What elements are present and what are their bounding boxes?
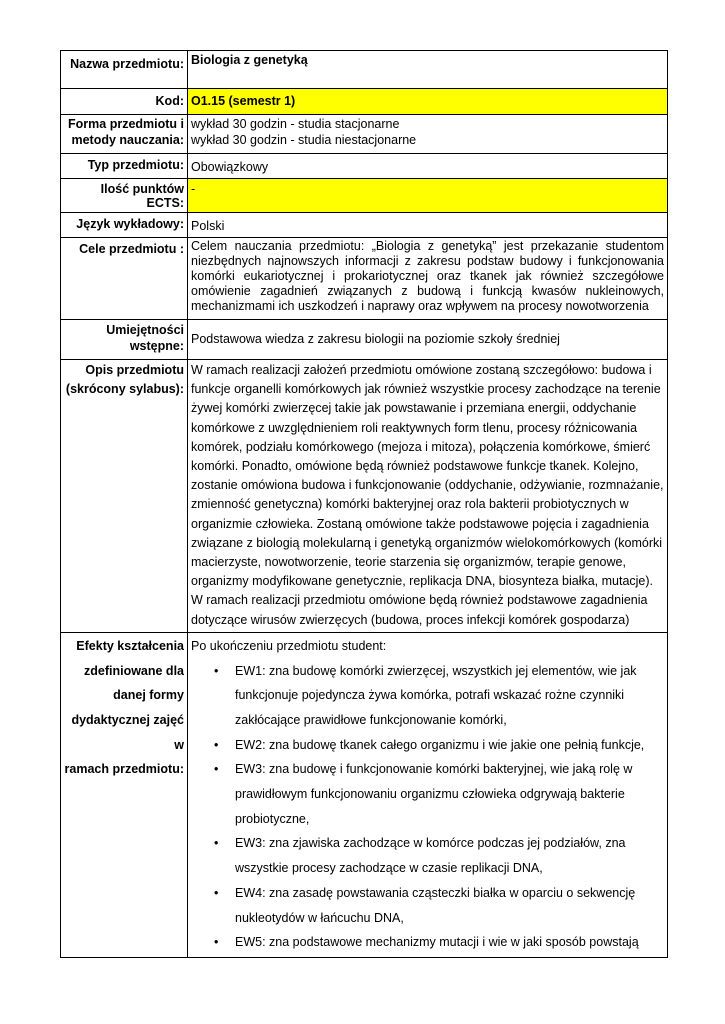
bullet-icon: • bbox=[214, 836, 219, 851]
efekty-item-ew3b bbox=[214, 831, 664, 880]
umiejetnosci-label-line1: Umiejętności bbox=[106, 323, 184, 337]
course-card-table bbox=[60, 50, 668, 958]
opis-label-line2: (skrócony sylabus): bbox=[65, 382, 184, 397]
efekty-label-line4: dydaktycznej zajęć w bbox=[71, 712, 184, 752]
cele-label: Cele przedmiotu : bbox=[61, 238, 188, 320]
row-typ bbox=[61, 154, 668, 179]
row-cele bbox=[61, 238, 668, 320]
typ-value: Obowiązkowy bbox=[188, 154, 668, 179]
cele-value: Celem nauczania przedmiotu: „Biologia z genetyką” jest przekazanie studentom niezbędnych najnowszych informacji z zakresu podstaw budowy i funkcjonowania komórki eukariotycznej i prokariotycznej oraz tkanek jak również szczegółowe omówienie zagadnień związanych z budową i funkcją kwasów nukleinowych, mechanizmami ich uszkodzeń i naprawy oraz wpływem na procesy nowotworzenia bbox=[188, 238, 668, 320]
row-efekty bbox=[61, 632, 668, 957]
nazwa-label: Nazwa przedmiotu: bbox=[61, 51, 188, 89]
forma-label bbox=[61, 115, 188, 154]
row-jezyk bbox=[61, 213, 668, 238]
efekty-label-line3: danej formy bbox=[113, 688, 184, 703]
kod-value: O1.15 (semestr 1) bbox=[188, 89, 668, 115]
efekty-item-ew2 bbox=[214, 733, 664, 758]
efekty-item-text: EW2: zna budowę tkanek całego organizmu i wie jakie one pełnią funkcje, bbox=[235, 737, 645, 752]
ects-label: Ilość punktów ECTS: bbox=[61, 179, 188, 213]
umiejetnosci-label bbox=[61, 320, 188, 360]
efekty-item-text: EW1: zna budowę komórki zwierzęcej, wszystkich jej elementów, wie jak funkcjonuje pojedyncza żywa komórka, potrafi wskazać rożne czynniki zakłócające prawidłowe funkcjonowanie komórki, bbox=[235, 663, 637, 727]
forma-label-line2: metody nauczania: bbox=[71, 133, 184, 147]
efekty-item-ew5 bbox=[214, 930, 664, 955]
row-opis bbox=[61, 360, 668, 633]
opis-label bbox=[61, 360, 188, 633]
bullet-icon: • bbox=[214, 762, 219, 777]
bullet-icon: • bbox=[214, 737, 219, 752]
forma-value-line1: wykład 30 godzin - studia stacjonarne bbox=[191, 117, 400, 131]
bullet-icon: • bbox=[214, 935, 219, 950]
umiejetnosci-label-line2: wstępne: bbox=[129, 339, 184, 353]
efekty-item-text: EW4: zna zasadę powstawania cząsteczki białka w oparciu o sekwencję nukleotydów w łańcuchu DNA, bbox=[235, 885, 636, 925]
row-kod bbox=[61, 89, 668, 115]
forma-label-line1: Forma przedmiotu i bbox=[68, 117, 184, 131]
row-umiejetnosci bbox=[61, 320, 668, 360]
row-forma bbox=[61, 115, 668, 154]
forma-value-line2: wykład 30 godzin - studia niestacjonarne bbox=[191, 133, 417, 147]
bullet-icon: • bbox=[214, 663, 219, 678]
efekty-item-text: EW3: zna zjawiska zachodzące w komórce podczas jej podziałów, zna wszystkie procesy zachodzące w czasie replikacji DNA, bbox=[235, 836, 626, 876]
ects-value: - bbox=[188, 179, 668, 213]
forma-value bbox=[188, 115, 668, 154]
efekty-item-ew4 bbox=[214, 881, 664, 930]
nazwa-value: Biologia z genetyką bbox=[188, 51, 668, 89]
opis-value: W ramach realizacji założeń przedmiotu omówione zostaną szczegółowo: budowa i funkcje organelli komórkowych jak również wszystkie procesy zachodzące na terenie żywej komórki zwierzęcej takie jak powstawanie i przemiana energii, oddychanie komórkowe z uwzględnieniem roli reaktywnych form tlenu, procesy różnicowania komórek, podziału komórkowego (mejoza i mitoza), połączenia komórkowe, śmierć komórki. Ponadto, omówione będą również podstawowe funkcje tkanek. Kolejno, zostanie omówiona budowa i funkcjonowanie (oddychanie, odżywianie, rozmnażanie, zmienność genetyczna) komórki bakteryjnej oraz rola bakterii probiotycznych w organizmie człowieka. Zostaną omówione także podstawowe pojęcia i zagadnienia związane z biologią molekularną i genetyką organizmów wielokomórkowych (komórki macierzyste, nowotworzenie, teorie starzenia się organizmów, terapie genowe, organizmy modyfikowane genetycznie, replikacja DNA, biosynteza białka, mutacje). W ramach realizacji przedmiotu omówione będą również podstawowe zagadnienia dotyczące wirusów zwierzęcych (budowa, proces infekcji komórek gospodarza) bbox=[188, 360, 668, 633]
efekty-label-line1: Efekty kształcenia bbox=[76, 638, 184, 653]
efekty-label-line5: ramach przedmiotu: bbox=[64, 762, 184, 777]
efekty-label bbox=[61, 632, 188, 957]
bullet-icon: • bbox=[214, 885, 219, 900]
efekty-item-text: EW3: zna budowę i funkcjonowanie komórki bakteryjnej, wie jaką rolę w prawidłowym funkcjonowaniu organizmu człowieka odgrywają bakterie probiotyczne, bbox=[235, 762, 633, 826]
row-nazwa bbox=[61, 51, 668, 89]
kod-label: Kod: bbox=[61, 89, 188, 115]
jezyk-label: Język wykładowy: bbox=[61, 213, 188, 238]
opis-label-line1: Opis przedmiotu bbox=[85, 363, 184, 377]
efekty-value bbox=[188, 632, 668, 957]
umiejetnosci-value: Podstawowa wiedza z zakresu biologii na poziomie szkoły średniej bbox=[188, 320, 668, 360]
efekty-item-ew1 bbox=[214, 659, 664, 733]
row-ects bbox=[61, 179, 668, 213]
efekty-item-ew3a bbox=[214, 757, 664, 831]
efekty-label-line2: zdefiniowane dla bbox=[83, 663, 184, 678]
efekty-item-text: EW5: zna podstawowe mechanizmy mutacji i wie w jaki sposób powstają bbox=[235, 935, 639, 950]
efekty-list bbox=[191, 659, 664, 955]
typ-label: Typ przedmiotu: bbox=[61, 154, 188, 179]
jezyk-value: Polski bbox=[188, 213, 668, 238]
efekty-intro: Po ukończeniu przedmiotu student: bbox=[191, 638, 387, 653]
